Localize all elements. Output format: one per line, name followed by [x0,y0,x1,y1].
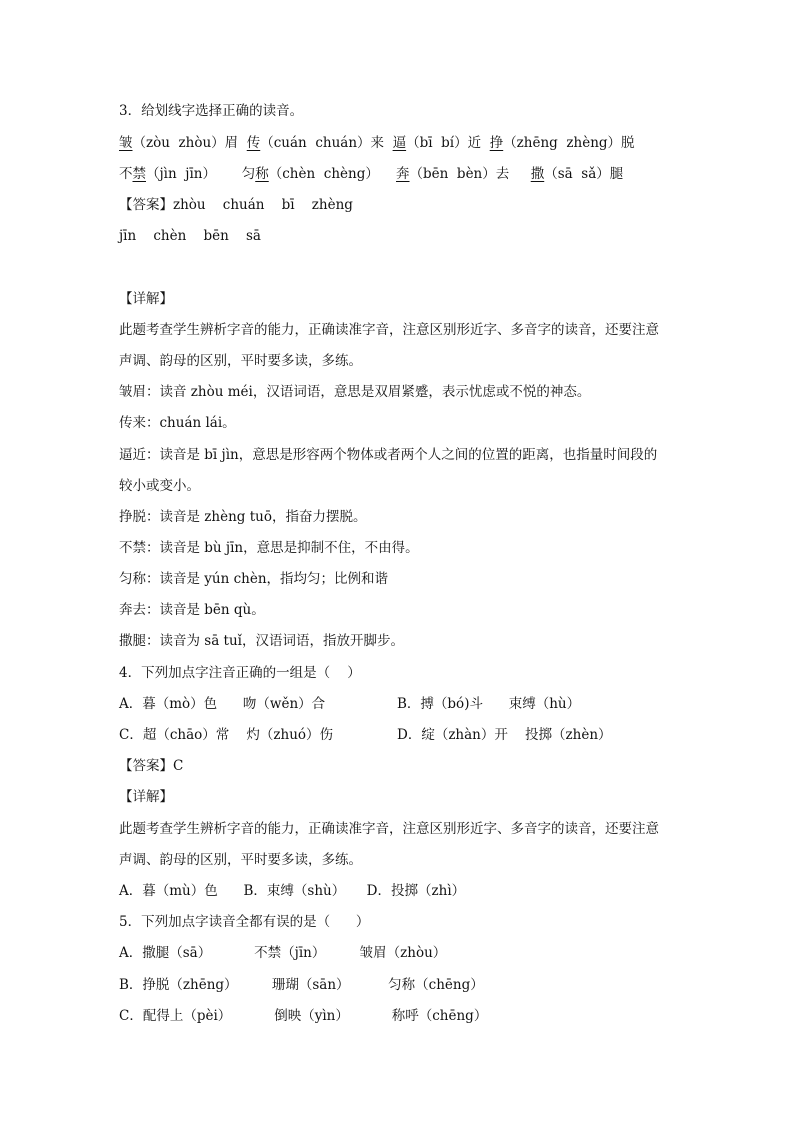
q3-explanation: 较小或变小。 [119,478,200,494]
underlined-char: 传 [246,135,261,151]
q4-detail-line1: 此题考查学生辨析字音的能力，正确读准字音，注意区别形近字、多音字的读音，还要注意 [119,821,659,837]
line-segment: （zhēng zhèng）脱 [503,135,635,151]
line-segment: （chèn chèng） [268,166,397,182]
q3-title: 3．给划线字选择正确的读音。 [119,103,304,119]
q5-option-a: A．撒腿（sā） 不禁（jīn） 皱眉（zhòu） [119,945,447,961]
q5-option-c: C．配得上（pèi） 倒映（yìn） 称呼（chēng） [119,1008,488,1024]
underlined-char: 禁 [132,166,146,182]
underlined-char: 逼 [392,135,407,151]
q3-explanation: 皱眉：读音 zhòu méi，汉语词语，意思是双眉紧蹙，表示忧虑或不悦的神态。 [119,384,591,400]
q3-line2 [119,164,623,184]
underlined-char: 称 [255,166,269,182]
q5-option-b: B．挣脱（zhēng） 珊瑚（sān） 匀称（chēng） [119,977,484,993]
underlined-char: 奔 [396,166,410,182]
line-segment: 不 [119,166,133,182]
q5-title: 5．下列加点字读音全都有误的是（ ） [119,914,370,930]
q4-option-c: C．超（chāo）常 灼（zhuó）伤 [119,727,334,743]
q3-answer-line1: 【答案】zhòu chuán bī zhèng [119,197,353,213]
q3-explanation: 不禁：读音是 bù jīn，意思是抑制不住，不由得。 [119,540,419,556]
underlined-char: 挣 [489,135,504,151]
line-segment: （bēn bèn）去 [409,166,531,182]
q3-explanation: 匀称：读音是 yún chèn，指均匀；比例和谐 [119,571,389,587]
q3-line1 [119,133,635,153]
q4-detail-heading: 【详解】 [119,789,173,805]
q3-answer-line2: jīn chèn bēn sā [119,228,261,244]
line-segment: （cuán chuán）来 [260,135,393,151]
q4-correction: A．暮（mù）色 B．束缚（shù） D．投掷（zhì） [119,883,466,899]
q3-explanation: 奔去：读音是 bēn qù。 [119,602,265,618]
underlined-char: 皱 [119,135,133,151]
q3-detail-heading: 【详解】 [119,291,173,307]
q4-answer: 【答案】C [119,758,184,774]
line-segment: （jìn jīn） 匀 [146,166,256,182]
q4-option-b: B．搏（bó)斗 束缚（hù） [397,696,581,712]
q3-explanation: 逼近：读音是 bī jìn，意思是形容两个物体或者两个人之间的位置的距离，也指量时间段的 [119,447,658,463]
underlined-char: 撒 [530,166,545,182]
q4-detail-line2: 声调、韵母的区别，平时要多读，多练。 [119,852,362,868]
q3-explanation: 挣脱：读音是 zhèng tuō，指奋力摆脱。 [119,509,367,525]
q3-detail-line2: 声调、韵母的区别，平时要多读，多练。 [119,353,362,369]
q4-option-a: A．暮（mò）色 吻（wěn）合 [119,696,326,712]
line-segment: （sā sǎ）腿 [544,166,624,182]
line-segment: （bī bí）近 [406,135,490,151]
q3-detail-line1: 此题考查学生辨析字音的能力，正确读准字音，注意区别形近字、多音字的读音，还要注意 [119,322,659,338]
q4-title: 4．下列加点字注音正确的一组是（ ） [119,665,361,681]
q3-explanation: 撒腿：读音为 sā tuǐ，汉语词语，指放开脚步。 [119,633,404,649]
q3-explanation: 传来：chuán lái。 [119,415,236,431]
line-segment: （zòu zhòu）眉 [132,135,247,151]
q4-option-d: D．绽（zhàn）开 投掷（zhèn） [397,727,612,743]
